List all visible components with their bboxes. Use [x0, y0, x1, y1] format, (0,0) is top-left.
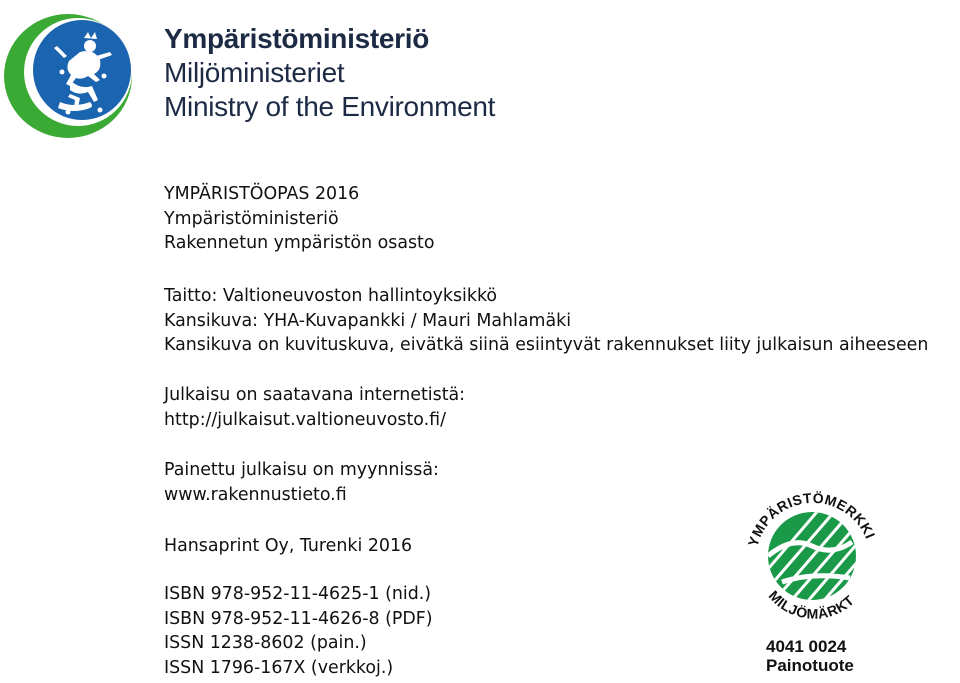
issn-online: ISSN 1796-167X (verkkoj.): [164, 657, 394, 678]
ecolabel-license-number: 4041 0024: [766, 637, 847, 656]
ministry-name-fi: Ympäristöministeriö: [164, 23, 430, 54]
online-availability: [164, 383, 465, 432]
printer: Hansaprint Oy, Turenki 2016: [164, 536, 413, 556]
ecolabel-code: [766, 637, 854, 675]
online-url[interactable]: http://julkaisut.valtioneuvosto.fi/: [164, 409, 446, 430]
publication-info: [164, 182, 435, 256]
department: Rakennetun ympäristön osasto: [164, 233, 435, 253]
ministry-name-sv: Miljöministeriet: [164, 57, 345, 88]
ministry-logo: [0, 6, 140, 142]
print-availability: [164, 458, 439, 507]
credits: [164, 284, 928, 358]
ministry-name-en: Ministry of the Environment: [164, 91, 496, 122]
issn-print: ISSN 1238-8602 (pain.): [164, 633, 367, 653]
online-label: Julkaisu on saatavana internetistä:: [164, 385, 466, 405]
layout-credit: Taitto: Valtioneuvoston hallintoyksikkö: [164, 286, 498, 306]
print-url[interactable]: www.rakennustieto.fi: [164, 484, 347, 505]
ecolabel-arc-bottom: MILJÖMÄRKT: [765, 587, 858, 622]
ministry-name: [164, 22, 495, 124]
ecolabel-arc-top: YMPÄRISTÖMERKKI: [744, 489, 879, 549]
swan-ecolabel: [742, 486, 882, 626]
ecolabel-product-type: Painotuote: [766, 656, 854, 675]
series-title: YMPÄRISTÖOPAS 2016: [164, 184, 360, 204]
isbn-print: ISBN 978-952-11-4625-1 (nid.): [164, 584, 432, 604]
cover-credit: Kansikuva: YHA-Kuvapankki / Mauri Mahlamäki: [164, 310, 572, 331]
cover-note: Kansikuva on kuvituskuva, eivätkä siinä esiintyvät rakennukset liity julkaisun aiheeseen: [164, 335, 929, 355]
identifiers: [164, 582, 433, 680]
publisher: Ympäristöministeriö: [164, 208, 339, 229]
print-label: Painettu julkaisu on myynnissä:: [164, 460, 439, 480]
printer-block: [164, 534, 412, 559]
isbn-pdf: ISBN 978-952-11-4626-8 (PDF): [164, 608, 433, 629]
